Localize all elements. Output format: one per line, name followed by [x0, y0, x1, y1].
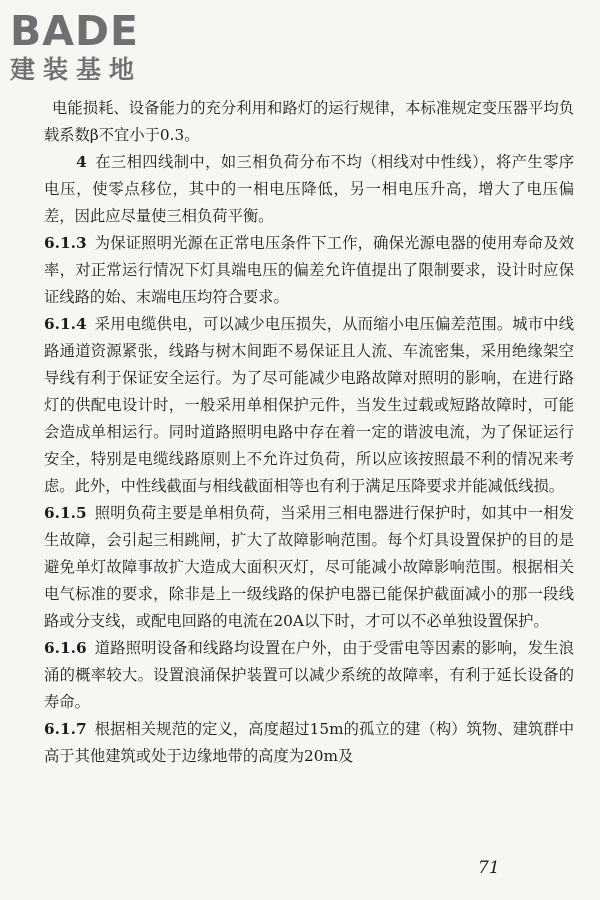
paragraph: [44, 95, 574, 149]
paragraph-text: 为保证照明光源在正常电压条件下工作，确保光源电器的使用寿命及效率，对正常运行情况下灯具端电压的偏差允许值提出了限制要求，设计时应保证线路的始、末端电压均符合要求。: [44, 234, 574, 306]
clause-number: 6.1.4: [44, 315, 87, 333]
page-number: 71: [478, 858, 500, 878]
paragraph-text: 根据相关规范的定义，高度超过15m的孤立的建（构）筑物、建筑群中高于其他建筑或处于边缘地带的高度为20m及: [44, 720, 574, 765]
clause-number: 6.1.6: [44, 639, 87, 657]
logo-wordmark: BADE: [10, 7, 140, 55]
logo: [10, 8, 180, 88]
paragraph-text: 道路照明设备和线路均设置在户外，由于受雷电等因素的影响，发生浪涌的概率较大。设置浪涌保护装置可以减少系统的故障率，有利于延长设备的寿命。: [44, 639, 574, 711]
logo-subtitle: 建装基地: [10, 55, 143, 84]
clause-number: 6.1.3: [44, 234, 87, 252]
clause-number: 6.1.5: [44, 504, 87, 522]
paragraph: [44, 635, 574, 716]
clause-number: 4: [76, 153, 87, 171]
paragraph-text: 照明负荷主要是单相负荷，当采用三相电器进行保护时，如其中一相发生故障，会引起三相跳闸，扩大了故障影响范围。每个灯具设置保护的目的是避免单灯故障事故扩大造成大面积灭灯，尽可能减小故障影响范围。根据相关电气标准的要求，除非是上一级线路的保护电器已能保护截面减小的那一段线路或分支线，或配电回路的电流在20A以下时，才可以不必单独设置保护。: [44, 504, 574, 630]
paragraph-text: 在三相四线制中，如三相负荷分布不均（相线对中性线），将产生零序电压，使零点移位，其中的一相电压降低，另一相电压升高，增大了电压偏差，因此应尽量使三相负荷平衡。: [44, 153, 574, 225]
paragraph-text: 电能损耗、设备能力的充分利用和路灯的运行规律，本标准规定变压器平均负载系数β不宜小于0.3。: [44, 99, 574, 144]
clause-number: 6.1.7: [44, 720, 87, 738]
paragraph: [44, 716, 574, 770]
paragraph: [44, 500, 574, 635]
paragraph: [44, 149, 574, 230]
paragraph: [44, 311, 574, 500]
paragraph: [44, 230, 574, 311]
paragraph-text: 采用电缆供电，可以减少电压损失，从而缩小电压偏差范围。城市中线路通道资源紧张，线路与树木间距不易保证且人流、车流密集，采用绝缘架空导线有利于保证安全运行。为了尽可能减少电路故障对照明的影响，在进行路灯的供配电设计时，一般采用单相保护元件，当发生过载或短路故障时，可能会造成单相运行。同时道路照明电路中存在着一定的谐波电流，为了保证运行安全，特别是电缆线路原则上不允许过负荷，所以应该按照最不利的情况来考虑。此外，中性线截面与相线截面相等也有利于满足压降要求并能减低线损。: [44, 315, 574, 495]
page-body: [44, 95, 574, 770]
